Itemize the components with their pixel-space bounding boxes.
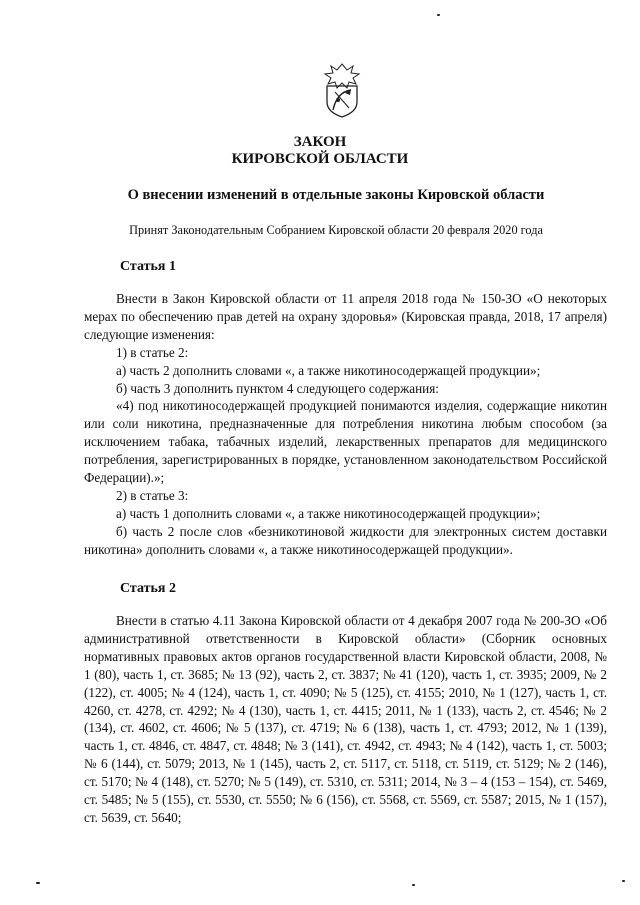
paragraph: Внести в статью 4.11 Закона Кировской области от 4 декабря 2007 года № 200-ЗО «Об административной ответственности в Кировской области» (Сборник основных нормативных правовых актов органов государственной власти Кировской области, 2008, № 1 (80), часть 1, ст. 3685; № 13 (92), часть 2, ст. 3837; № 41 (120), часть 1, ст. 3935; 2009, № 2 (122), ст. 4005; № 4 (124), часть 1, ст. 4090; № 5 (125), ст. 4155; 2010, № 1 (127), часть 1, ст. 4260, ст. 4278, ст. 4292; № 4 (130), часть 1, ст. 4415; 2011, № 1 (133), часть 2, ст. 4546; № 2 (134), ст. 4602, ст. 4606; № 5 (137), ст. 4719; № 6 (138), часть 1, ст. 4793; 2012, № 1 (139), часть 1, ст. 4846, ст. 4847, ст. 4848; № 3 (141), ст. 4942, ст. 4943; № 4 (142), часть 1, ст. 5003; № 6 (144), ст. 5079; 2013, № 1 (145), часть 2, ст. 5117, ст. 5118, ст. 5119, ст. 5129; № 2 (146), ст. 5170; № 4 (148), ст. 5270; № 5 (149), ст. 5310, ст. 5311; 2014, № 3 – 4 (153 – 154), ст. 5469, ст. 5485; № 5 (155), ст. 5530, ст. 5550; № 6 (156), ст. 5568, ст. 5569, ст. 5587; 2015, № 1 (157), ст. 5639, ст. 5640; bbox=[84, 613, 607, 825]
paragraph: 2) в статье 3: bbox=[116, 487, 189, 503]
scan-speck bbox=[36, 882, 40, 884]
law-subtitle: О внесении изменений в отдельные законы Кировской области bbox=[127, 187, 545, 203]
paragraph: 1) в статье 2: bbox=[116, 344, 189, 360]
paragraph: а) часть 1 дополнить словами «, а также никотиносодержащей продукции»; bbox=[116, 505, 541, 521]
scan-speck bbox=[437, 14, 440, 16]
law-title-line2: КИРОВСКОЙ ОБЛАСТИ bbox=[231, 151, 409, 167]
paragraph: «4) под никотиносодержащей продукцией понимаются изделия, содержащие никотин или соли никотина, предназначенные для потребления никотина любым способом (за исключением табака, табачных изделий, лекарственных препаратов для медицинского потребления, зарегистрированных в порядке, установленном законодательством Российской Федерации).»; bbox=[84, 398, 607, 486]
scan-speck bbox=[412, 884, 415, 886]
scan-speck bbox=[622, 880, 625, 882]
paragraph: а) часть 2 дополнить словами «, а также никотиносодержащей продукции»; bbox=[116, 362, 541, 378]
article-2-title: Статья 2 bbox=[120, 581, 176, 596]
article-2-body bbox=[84, 612, 607, 827]
adoption-note: Принят Законодательным Собранием Кировской области 20 февраля 2020 года bbox=[129, 223, 543, 237]
article-1-body bbox=[84, 290, 607, 559]
paragraph: б) часть 3 дополнить пунктом 4 следующего содержания: bbox=[116, 380, 439, 396]
paragraph: Внести в Закон Кировской области от 11 апреля 2018 года № 150-ЗО «О некоторых мерах по обеспечению прав детей на охрану здоровья» (Кировская правда, 2018, 17 апреля) следующие изменения: bbox=[84, 291, 607, 342]
coat-of-arms-icon bbox=[323, 62, 361, 118]
article-1-title: Статья 1 bbox=[120, 259, 176, 274]
law-title-line1: ЗАКОН bbox=[293, 134, 347, 150]
paragraph: б) часть 2 после слов «безникотиновой жидкости для электронных систем доставки никотина» дополнить словами «, а также никотиносодержащей продукции». bbox=[84, 523, 607, 557]
